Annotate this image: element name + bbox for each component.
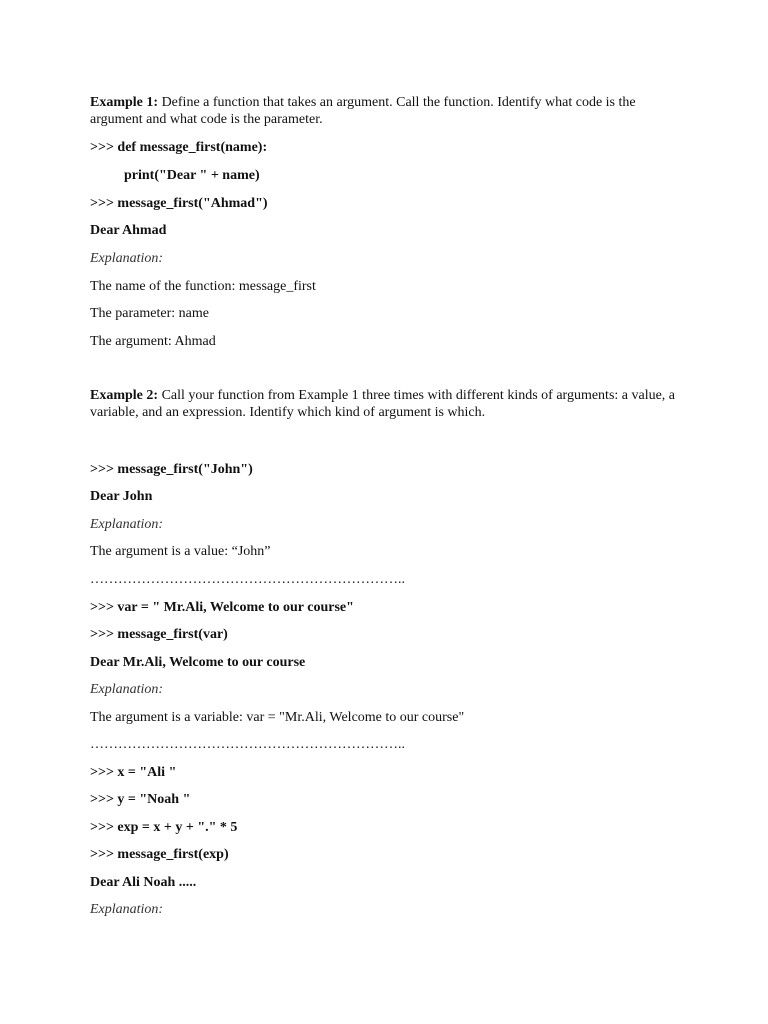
code-assign-x: >>> x = "Ali " <box>90 765 177 780</box>
code-assign-y: >>> y = "Noah " <box>90 792 191 807</box>
code-call-john: >>> message_first("John") <box>90 462 253 477</box>
example-2-label: Example 2: <box>90 388 159 403</box>
code-assign-var: >>> var = " Mr.Ali, Welcome to our course" <box>90 600 354 615</box>
example-1-prompt <box>90 94 690 128</box>
example-2-prompt <box>90 387 690 421</box>
explanation-label: Explanation: <box>90 517 164 532</box>
code-assign-exp: >>> exp = x + y + "." * 5 <box>90 820 238 835</box>
output-exp: Dear Ali Noah ..... <box>90 875 197 890</box>
separator: ………………………………………………………….. <box>90 572 405 587</box>
value-explanation: The argument is a value: “John” <box>90 544 271 559</box>
explanation-label: Explanation: <box>90 682 164 697</box>
code-call-var: >>> message_first(var) <box>90 627 228 642</box>
code-call-exp: >>> message_first(exp) <box>90 847 229 862</box>
code-print: print("Dear " + name) <box>124 168 260 183</box>
code-call-ahmad: >>> message_first("Ahmad") <box>90 196 268 211</box>
output-john: Dear John <box>90 489 153 504</box>
explanation-label: Explanation: <box>90 251 164 266</box>
separator: ………………………………………………………….. <box>90 737 405 752</box>
output-ahmad: Dear Ahmad <box>90 223 167 238</box>
parameter-line: The parameter: name <box>90 306 209 321</box>
example-1-label: Example 1: <box>90 95 159 110</box>
code-def: >>> def message_first(name): <box>90 140 268 155</box>
output-var: Dear Mr.Ali, Welcome to our course <box>90 655 306 670</box>
explanation-label: Explanation: <box>90 902 164 917</box>
example-2-text: Call your function from Example 1 three times with different kinds of arguments: a value, a variable, and an expression. Identify which kind of argument is which. <box>90 388 676 420</box>
variable-explanation: The argument is a variable: var = "Mr.Ali, Welcome to our course" <box>90 710 465 725</box>
argument-line: The argument: Ahmad <box>90 334 216 349</box>
function-name-line: The name of the function: message_first <box>90 279 316 294</box>
example-1-text: Define a function that takes an argument. Call the function. Identify what code is the argument and what code is the parameter. <box>90 95 636 127</box>
